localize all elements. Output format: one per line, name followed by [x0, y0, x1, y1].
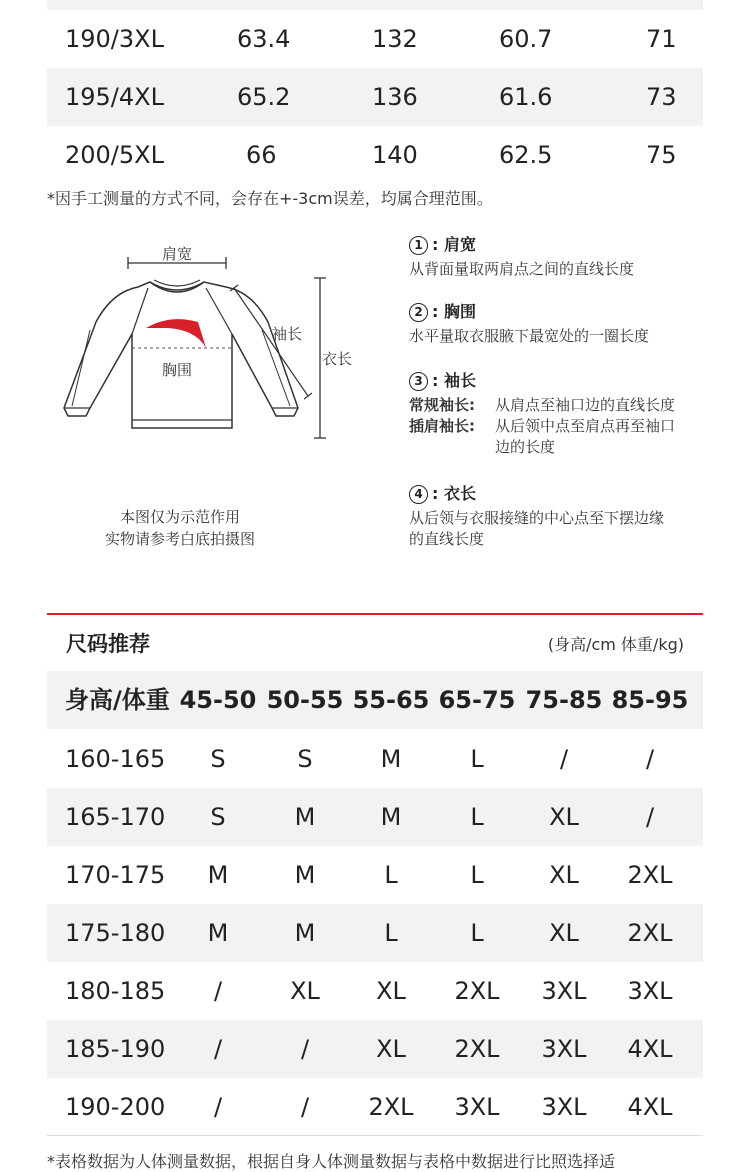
- measure-cell: 136: [372, 83, 418, 111]
- recommend-cell: L: [384, 919, 398, 947]
- measure-cell: 73: [646, 83, 677, 111]
- recommend-header-cell: 85-95: [611, 686, 689, 714]
- definition-chest: [409, 299, 649, 347]
- recommend-row: [47, 1078, 703, 1136]
- sleeve-regular-text: 从肩点至袖口边的直线长度: [495, 396, 676, 414]
- label-chest: 胸围: [162, 361, 193, 379]
- number-badge: 3: [409, 372, 428, 391]
- recommend-footer-note: *表格数据为人体测量数据，根据自身人体测量数据与表格中数据进行比照选择适: [47, 1152, 616, 1171]
- recommend-cell: 2XL: [627, 919, 673, 947]
- recommend-cell: L: [470, 919, 484, 947]
- recommend-row: [47, 788, 703, 846]
- recommend-cell: 165-170: [65, 803, 166, 831]
- recommend-cell: 160-165: [65, 745, 166, 773]
- measure-cell: 62.5: [499, 141, 553, 169]
- recommend-cell: XL: [549, 803, 579, 831]
- measure-cell: 200/5XL: [65, 141, 164, 169]
- definition-title: : 肩宽: [432, 235, 476, 254]
- recommend-cell: XL: [376, 977, 406, 1005]
- recommend-cell: XL: [376, 1035, 406, 1063]
- measure-row: [47, 126, 703, 184]
- recommend-cell: /: [645, 745, 655, 773]
- recommend-title: 尺码推荐: [66, 632, 150, 656]
- recommend-cell: M: [294, 861, 316, 889]
- recommend-cell: L: [470, 803, 484, 831]
- recommend-cell: 180-185: [65, 977, 166, 1005]
- definition-sleeve: [409, 368, 709, 459]
- recommend-header-cell: 50-55: [266, 686, 344, 714]
- recommend-cell: 3XL: [454, 1093, 500, 1121]
- recommend-cell: /: [213, 1093, 223, 1121]
- definition-text: 的直线长度: [409, 530, 485, 548]
- recommend-cell: M: [207, 861, 229, 889]
- recommend-cell: S: [297, 745, 313, 773]
- number-badge: 2: [409, 303, 428, 322]
- recommend-cell: S: [210, 803, 226, 831]
- recommend-header-row: [47, 671, 703, 729]
- recommend-header-cell: 身高/体重: [65, 686, 170, 714]
- label-sleeve: 袖长: [272, 325, 303, 343]
- recommend-row: [47, 904, 703, 962]
- recommend-cell: L: [470, 745, 484, 773]
- label-body: 衣长: [322, 350, 353, 368]
- recommend-cell: /: [300, 1093, 310, 1121]
- recommend-cell: L: [384, 861, 398, 889]
- recommend-cell: S: [210, 745, 226, 773]
- recommend-cell: 2XL: [368, 1093, 414, 1121]
- recommend-cell: 3XL: [541, 1093, 587, 1121]
- sweater-diagram: [50, 230, 370, 460]
- measure-cell: 63.4: [237, 25, 291, 53]
- recommend-row: [47, 730, 703, 788]
- measure-row: [47, 10, 703, 68]
- definition-title: : 衣长: [432, 484, 476, 503]
- sleeve-regular-label: 常规袖长:: [409, 396, 475, 414]
- recommend-cell: M: [380, 803, 402, 831]
- recommend-header-cell: 75-85: [525, 686, 603, 714]
- recommend-unit: (身高/cm 体重/kg): [547, 635, 684, 654]
- recommend-cell: M: [380, 745, 402, 773]
- measure-cell: 195/4XL: [65, 83, 164, 111]
- recommend-cell: 2XL: [454, 1035, 500, 1063]
- diagram-caption: [60, 506, 300, 550]
- measure-cell: 190/3XL: [65, 25, 164, 53]
- recommend-cell: 4XL: [627, 1093, 673, 1121]
- measure-cell: 65.2: [237, 83, 291, 111]
- measure-note: *因手工测量的方式不同，会存在+-3cm误差，均属合理范围。: [47, 189, 493, 208]
- sleeve-raglan-text: 从后领中点至肩点再至袖口: [495, 417, 676, 435]
- definition-body-length: [409, 481, 664, 550]
- measure-table-top-edge: [47, 0, 703, 10]
- definition-shoulder: [409, 232, 634, 280]
- measure-cell: 132: [372, 25, 418, 53]
- table-bottom-line: [47, 1135, 703, 1136]
- recommend-row: [47, 846, 703, 904]
- measure-cell: 66: [246, 141, 277, 169]
- label-shoulder: 肩宽: [162, 245, 193, 263]
- caption-line: 实物请参考白底拍摄图: [104, 530, 255, 548]
- recommend-cell: /: [213, 1035, 223, 1063]
- measure-cell: 75: [646, 141, 677, 169]
- measure-cell: 61.6: [499, 83, 553, 111]
- definition-text: 水平量取衣服腋下最宽处的一圈长度: [409, 327, 650, 345]
- measure-cell: 71: [646, 25, 677, 53]
- recommend-cell: M: [294, 803, 316, 831]
- measure-row: [47, 68, 703, 126]
- recommend-cell: 170-175: [65, 861, 166, 889]
- recommend-cell: XL: [549, 919, 579, 947]
- recommend-cell: 3XL: [627, 977, 673, 1005]
- recommend-cell: M: [294, 919, 316, 947]
- recommend-cell: 2XL: [627, 861, 673, 889]
- recommend-cell: XL: [290, 977, 320, 1005]
- recommend-cell: /: [300, 1035, 310, 1063]
- recommend-row: [47, 1020, 703, 1078]
- definition-title: : 胸围: [432, 302, 476, 321]
- number-badge: 4: [409, 485, 428, 504]
- recommend-cell: 4XL: [627, 1035, 673, 1063]
- recommend-cell: 3XL: [541, 977, 587, 1005]
- recommend-cell: L: [470, 861, 484, 889]
- sleeve-raglan-text: 边的长度: [495, 438, 556, 456]
- section-divider: [47, 613, 703, 615]
- number-badge: 1: [409, 236, 428, 255]
- recommend-cell: 175-180: [65, 919, 166, 947]
- recommend-row: [47, 962, 703, 1020]
- recommend-cell: /: [645, 803, 655, 831]
- recommend-header-cell: 45-50: [179, 686, 257, 714]
- recommend-cell: /: [559, 745, 569, 773]
- recommend-cell: /: [213, 977, 223, 1005]
- caption-line: 本图仅为示范作用: [119, 508, 240, 526]
- definition-text: 从背面量取两肩点之间的直线长度: [409, 260, 635, 278]
- definition-title: : 袖长: [432, 371, 476, 390]
- recommend-cell: M: [207, 919, 229, 947]
- recommend-header-cell: 55-65: [352, 686, 430, 714]
- recommend-cell: 3XL: [541, 1035, 587, 1063]
- definition-text: 从后领与衣服接缝的中心点至下摆边缘: [409, 509, 665, 527]
- recommend-header-cell: 65-75: [438, 686, 516, 714]
- measure-cell: 140: [372, 141, 418, 169]
- measure-cell: 60.7: [499, 25, 553, 53]
- recommend-cell: 185-190: [65, 1035, 166, 1063]
- sleeve-raglan-label: 插肩袖长:: [409, 417, 475, 435]
- recommend-cell: 2XL: [454, 977, 500, 1005]
- recommend-cell: XL: [549, 861, 579, 889]
- recommend-cell: 190-200: [65, 1093, 166, 1121]
